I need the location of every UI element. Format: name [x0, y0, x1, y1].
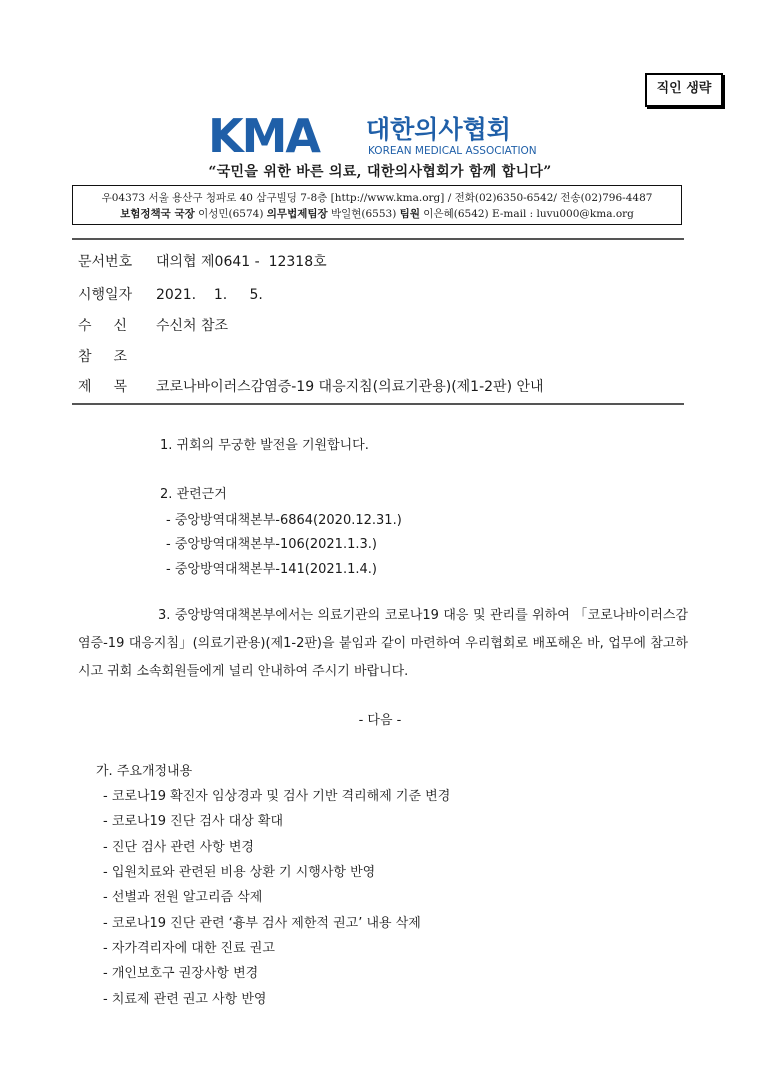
logo-english: KOREAN MEDICAL ASSOCIATION — [368, 145, 537, 157]
subject-label: 제목 — [78, 379, 150, 395]
logo-latin: KMA — [208, 112, 320, 158]
change-item: - 코로나19 확진자 임상경과 및 검사 기반 격리해제 기준 변경 — [103, 789, 451, 804]
staff-title-2: 의무법제팀장 — [266, 208, 328, 220]
doc-number-value: 대의협 제0641 - 12318호 — [156, 254, 327, 270]
change-item: - 치료제 관련 권고 사항 반영 — [103, 992, 267, 1007]
divider-text: - 다음 - — [358, 713, 402, 728]
contact-box — [72, 185, 682, 225]
reference-row — [78, 346, 156, 366]
change-item: - 코로나19 진단 검사 대상 확대 — [103, 814, 284, 829]
date-value: 2021. 1. 5. — [156, 287, 263, 303]
recipient-row — [78, 315, 228, 335]
seal-omitted-stamp: 직인 생략 — [645, 73, 723, 107]
date-row — [78, 284, 263, 304]
reference-item: - 중앙방역대책본부-141(2021.1.4.) — [166, 562, 377, 577]
staff-title-1: 보험정책국 국장 — [120, 208, 195, 220]
doc-number-row — [78, 251, 327, 271]
change-item: - 자가격리자에 대한 진료 권고 — [103, 941, 275, 956]
paragraph-3 — [78, 602, 688, 686]
section-title: 가. 주요개정내용 — [96, 764, 193, 779]
change-item: - 입원치료와 관련된 비용 상환 기 시행사항 반영 — [103, 865, 376, 880]
doc-number-label: 문서번호 — [78, 254, 133, 270]
change-item: - 선별과 전원 알고리즘 삭제 — [103, 890, 263, 905]
change-item: - 개인보호구 권장사항 변경 — [103, 966, 259, 981]
date-label: 시행일자 — [78, 287, 133, 303]
paragraph-3-text: 3. 중앙방역대책본부에서는 의료기관의 코로나19 대응 및 관리를 위하여 「코로나바이러스감염증-19 대응지침」(의료기관용)(제1-2판)을 붙임과 같이 마련하여 우리협회로 배포해온 바, 업무에 참고하시고 귀회 소속회원들에게 널리 안내하여 주시기 바랍니다. — [78, 608, 688, 679]
reference-item: - 중앙방역대책본부-6864(2020.12.31.) — [166, 513, 402, 528]
meta-bottom-rule — [72, 403, 684, 405]
subject-value: 코로나바이러스감염증-19 대응지침(의료기관용)(제1-2판) 안내 — [156, 379, 544, 395]
paragraph-2-title: 2. 관련근거 — [160, 487, 227, 502]
reference-item: - 중앙방역대책본부-106(2021.1.3.) — [166, 537, 377, 552]
recipient-label: 수신 — [78, 318, 150, 334]
recipient-value: 수신처 참조 — [156, 318, 229, 334]
change-item: - 진단 검사 관련 사항 변경 — [103, 840, 254, 855]
change-item: - 코로나19 진단 관련 ‘흉부 검사 제한적 권고’ 내용 삭제 — [103, 916, 421, 931]
contact-line-staff — [73, 206, 681, 222]
staff-person-3: 이은혜(6542) E-mail : luvu000@kma.org — [419, 208, 634, 220]
logo-korean: 대한의사협회 — [366, 115, 511, 144]
kma-logo — [208, 112, 558, 158]
reference-label: 참조 — [78, 349, 150, 365]
staff-person-1: 이성민(6574) — [194, 208, 267, 220]
slogan: “국민을 위한 바른 의료, 대한의사협회가 함께 합니다” — [208, 164, 552, 180]
contact-line-address: 우04373 서울 용산구 청파로 40 삼구빌딩 7-8층 [http://www.kma.org] / 전화(02)6350-6542/ 전송(02)796-4487 — [101, 192, 653, 204]
staff-person-2: 박일현(6553) — [327, 208, 400, 220]
paragraph-1: 1. 귀회의 무궁한 발전을 기원합니다. — [160, 438, 369, 453]
subject-row — [78, 376, 544, 396]
top-rule — [72, 238, 684, 240]
staff-title-3: 팀원 — [399, 208, 420, 220]
